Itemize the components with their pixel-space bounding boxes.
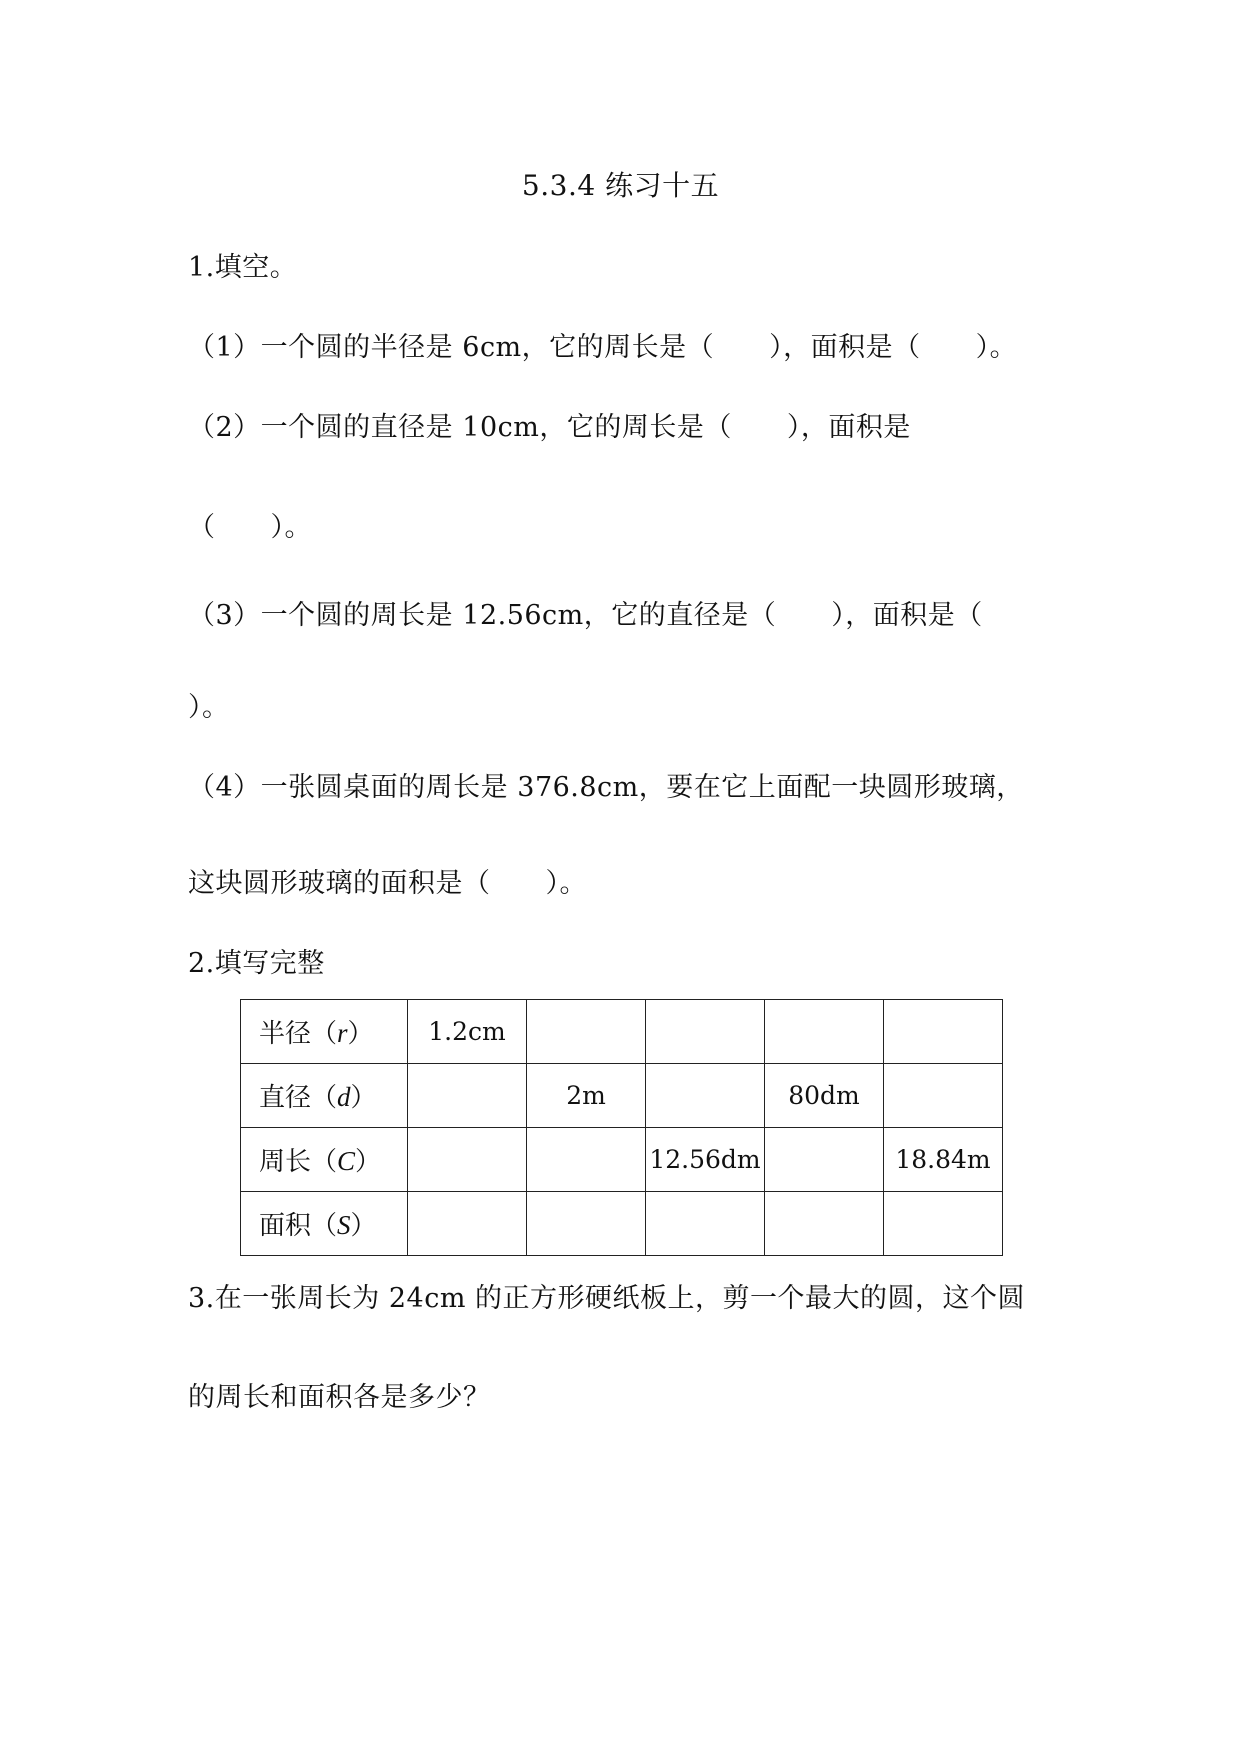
table-cell [765, 1128, 884, 1192]
row-label-end: ） [350, 1083, 377, 1113]
table-cell [884, 1192, 1003, 1256]
question-1-1: （1）一个圆的半径是 6cm，它的周长是（ ），面积是（ ）。 [188, 332, 1018, 363]
table-cell: 12.56dm [646, 1128, 765, 1192]
table-cell [527, 1128, 646, 1192]
table-cell [527, 1000, 646, 1064]
table-cell [408, 1064, 527, 1128]
table-cell: 18.84m [884, 1128, 1003, 1192]
row-label: 直径（ [259, 1083, 338, 1113]
question-1-3-line1: （3）一个圆的周长是 12.56cm，它的直径是（ ），面积是（ [188, 600, 983, 631]
row-symbol: d [337, 1082, 351, 1112]
row-label: 面积（ [259, 1211, 338, 1241]
row-label: 半径（ [259, 1019, 338, 1049]
table-cell [765, 1000, 884, 1064]
row-label-end: ） [355, 1147, 382, 1177]
row-label-end: ） [347, 1019, 374, 1049]
section2-heading: 2.填写完整 [188, 948, 325, 979]
section1-heading: 1.填空。 [188, 252, 298, 283]
question-1-2-line2: （ ）。 [188, 512, 312, 543]
table-row [241, 1064, 1003, 1128]
table-row [241, 1128, 1003, 1192]
table-cell [646, 1000, 765, 1064]
row-label: 周长（ [259, 1147, 338, 1177]
table-row [241, 1192, 1003, 1256]
table-cell: 80dm [765, 1064, 884, 1128]
row-symbol: S [337, 1210, 351, 1240]
question-1-2-line1: （2）一个圆的直径是 10cm，它的周长是（ ），面积是 [188, 412, 911, 443]
row-header [241, 1000, 408, 1064]
row-header [241, 1064, 408, 1128]
question-1-4-line1: （4）一张圆桌面的周长是 376.8cm，要在它上面配一块圆形玻璃， [188, 772, 1024, 803]
table-cell: 2m [527, 1064, 646, 1128]
table-cell [884, 1064, 1003, 1128]
table-row [241, 1000, 1003, 1064]
table-cell [646, 1192, 765, 1256]
page-title: 5.3.4 练习十五 [521, 169, 720, 202]
question-3-line2: 的周长和面积各是多少？ [188, 1382, 491, 1413]
question-1-4-line2: 这块圆形玻璃的面积是（ ）。 [188, 868, 587, 899]
table-cell [408, 1128, 527, 1192]
row-label-end: ） [350, 1211, 377, 1241]
table-cell [408, 1192, 527, 1256]
table-cell: 1.2cm [408, 1000, 527, 1064]
table-cell [646, 1064, 765, 1128]
question-1-3-line2: ）。 [188, 692, 230, 723]
row-symbol: C [337, 1146, 356, 1176]
row-header [241, 1192, 408, 1256]
circle-measurements-table [240, 999, 1003, 1256]
table-cell [765, 1192, 884, 1256]
question-3-line1: 3.在一张周长为 24cm 的正方形硬纸板上，剪一个最大的圆，这个圆 [188, 1283, 1026, 1314]
table-cell [884, 1000, 1003, 1064]
table-cell [527, 1192, 646, 1256]
row-symbol: r [337, 1018, 348, 1048]
row-header [241, 1128, 408, 1192]
